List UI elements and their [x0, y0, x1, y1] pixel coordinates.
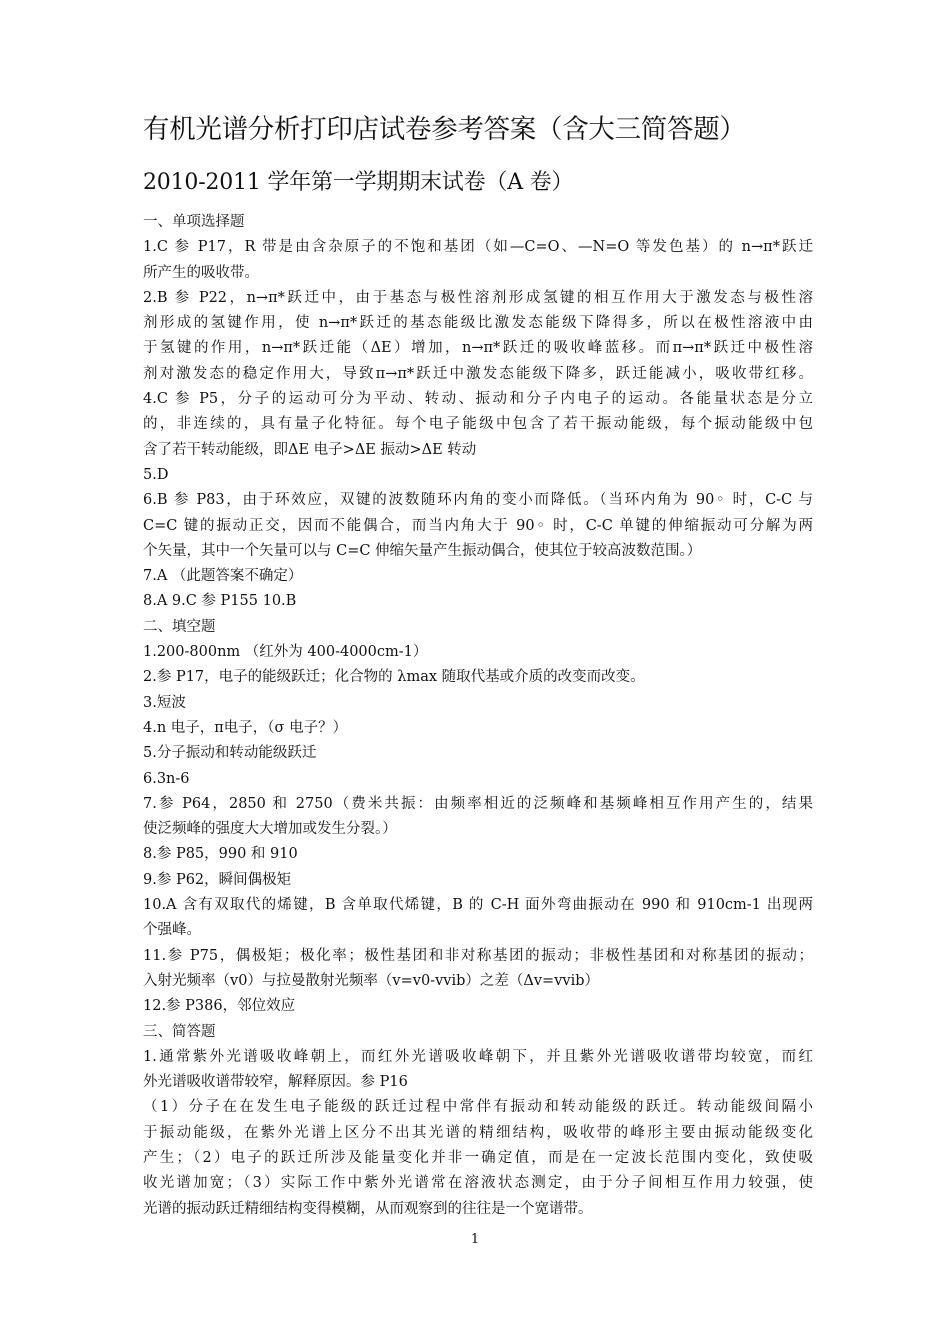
text-line: 收光谱加宽；（3）实际工作中紫外光谱常在溶液状态测定，由于分子间相互作用力较强，使 [143, 1175, 813, 1192]
answer-text [143, 210, 813, 1222]
text-line: 5.分子振动和转动能级跃迁 [143, 745, 317, 762]
text-line: 1.C 参 P17，R 带是由含杂原子的不饱和基团（如—C=O、—N=O 等发色基）的 n→π*跃迁 [143, 239, 813, 256]
text-line: 2.参 P17，电子的能级跃迁；化合物的 λmax 随取代基或介质的改变而改变。 [143, 669, 645, 686]
text-line: 于氢键的作用，n→π*跃迁能（ΔE）增加，n→π*跃迁的吸收峰蓝移。而π→π*跃迁中极性溶 [143, 340, 813, 357]
text-line: 4.C 参 P5，分子的运动可分为平动、转动、振动和分子内电子的运动。各能量状态是分立 [143, 391, 813, 408]
text-line: 个强峰。 [143, 922, 201, 939]
text-line: 3.短波 [143, 694, 186, 711]
text-line: 一、单项选择题 [143, 214, 245, 230]
text-line: 于振动能级，在紫外光谱上区分不出其光谱的精细结构，吸收带的峰形主要由振动能级变化 [143, 1124, 813, 1141]
text-line: 9.参 P62，瞬间偶极矩 [143, 871, 292, 888]
text-line: 4.n 电子，π电子，（σ 电子？） [143, 719, 348, 736]
page-content [143, 112, 813, 1222]
text-line: 1.200-800nm （红外为 400-4000cm-1） [143, 644, 428, 661]
text-line: 剂对激发态的稳定作用大，导致π→π*跃迁中激发态能级下降多，跃迁能减小，吸收带红移。 [143, 365, 813, 382]
text-line: 产生；（2）电子的跃迁所涉及能量变化并非一确定值，而是在一定波长范围内变化，致使吸 [143, 1149, 813, 1166]
text-line: 10.A 含有双取代的烯键，B 含单取代烯键，B 的 C-H 面外弯曲振动在 990 和 910cm-1 出现两 [143, 897, 813, 914]
page-subtitle: 2010-2011 学年第一学期期末试卷（A 卷） [143, 170, 574, 195]
text-line: 7.A （此题答案不确定） [143, 568, 303, 585]
text-line: 8.A 9.C 参 P155 10.B [143, 593, 297, 610]
text-line: 1.通常紫外光谱吸收峰朝上，而红外光谱吸收峰朝下，并且紫外光谱吸收谱带均较宽，而红 [143, 1048, 813, 1065]
page-title: 有机光谱分析打印店试卷参考答案（含大三简答题） [143, 114, 746, 145]
page-number: 1 [470, 1232, 480, 1247]
text-line: 入射光频率（v0）与拉曼散射光频率（v=v0-vvib）之差（Δv=vvib） [143, 972, 599, 989]
text-line: 6.3n-6 [143, 770, 190, 787]
text-line: 光谱的振动跃迁精细结构变得模糊，从而观察到的往往是一个宽谱带。 [143, 1200, 593, 1217]
text-line: 三、简答题 [143, 1023, 216, 1040]
text-line: 6.B 参 P83，由于环效应，双键的波数随环内角的变小而降低。（当环内角为 90◦ 时，C-C 与 [143, 492, 813, 509]
text-line: 5.D [143, 466, 169, 483]
text-line: 11.参 P75，偶极矩；极化率；极性基团和非对称基团的振动；非极性基团和对称基团的振动； [143, 947, 813, 964]
text-line: C=C 键的振动正交，因而不能偶合，而当内角大于 90◦ 时，C-C 单键的伸缩振动可分解为两 [143, 517, 813, 534]
text-line: 个矢量，其中一个矢量可以与 C=C 伸缩矢量产生振动偶合，使其位于较高波数范围。） [143, 542, 702, 559]
text-line: 使泛频峰的强度大大增加或发生分裂。） [143, 821, 397, 838]
text-line: 剂形成的氢键作用，使 n→π*跃迁的基态能级比激发态能级下降得多，所以在极性溶液中由 [143, 315, 813, 332]
text-line: 的，非连续的，具有量子化特征。每个电子能级中包含了若干振动能级，每个振动能级中包 [143, 416, 813, 433]
text-line: 含了若干转动能级，即ΔE 电子>ΔE 振动>ΔE 转动 [143, 441, 477, 458]
text-line: 外光谱吸收谱带较窄，解释原因。参 P16 [143, 1074, 408, 1091]
text-line: 12.参 P386，邻位效应 [143, 998, 296, 1015]
text-line: 二、填空题 [143, 618, 216, 635]
text-line: 所产生的吸收带。 [143, 264, 259, 281]
text-line: 2.B 参 P22，n→π*跃迁中，由于基态与极性溶剂形成氢键的相互作用大于激发态与极性溶 [143, 289, 813, 306]
text-line: （1）分子在在发生电子能级的跃迁过程中常伴有振动和转动能级的跃迁。转动能级间隔小 [143, 1099, 813, 1116]
text-line: 8.参 P85，990 和 910 [143, 846, 298, 863]
text-line: 7.参 P64，2850 和 2750（费米共振：由频率相近的泛频峰和基频峰相互作用产生的，结果 [143, 795, 813, 812]
